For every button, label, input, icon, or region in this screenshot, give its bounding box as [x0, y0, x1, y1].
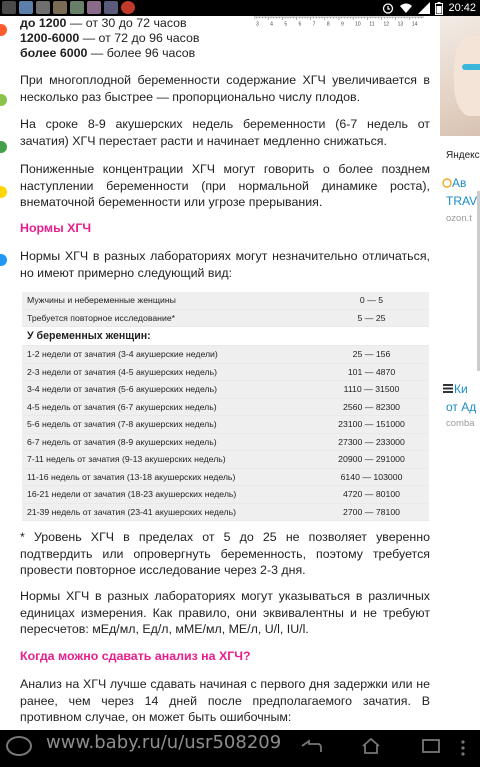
ruler-tick-label: 13 [397, 21, 404, 26]
left-share-strip [0, 16, 10, 730]
notification-icons [2, 1, 135, 14]
table-cell-label: 4-5 недель от зачатия (6-7 акушерских недель) [22, 398, 314, 416]
status-bar [0, 0, 480, 16]
share-dot-icon[interactable] [0, 94, 7, 106]
site-logo-icon [6, 736, 32, 756]
recent-apps-icon[interactable] [420, 738, 442, 754]
battery-icon [435, 2, 443, 15]
paragraph-low-levels: Пониженные концентрации ХГЧ могут говорить о более позднем наступлении беременности (при нормальной динамике роста), внематочной беременности или угрозе прерывания. [20, 162, 430, 209]
ruler-tick-label: 5 [284, 21, 288, 26]
table-cell-label: 11-16 недель от зачатия (13-18 акушерских недель) [22, 468, 314, 486]
right-ad-column [440, 16, 480, 730]
wifi-icon [399, 2, 413, 14]
table-row [22, 309, 429, 327]
ruler-tick-label: 7 [312, 21, 316, 26]
table-cell-label: 1-2 недели от зачатия (3-4 акушерские недели) [22, 346, 314, 364]
app-notification-icon [121, 1, 135, 14]
table-cell-value: 20900 — 291000 [314, 451, 429, 469]
share-dot-icon[interactable] [0, 254, 7, 266]
table-row [22, 503, 429, 521]
table-cell-value: 1110 — 31500 [314, 381, 429, 399]
table-cell-label: 6-7 недель от зачатия (8-9 акушерских недель) [22, 433, 314, 451]
ruler-tick-label: 10 [355, 21, 361, 26]
ruler-image [254, 16, 424, 26]
app-notification-icon [87, 1, 101, 14]
table-row [22, 363, 429, 381]
app-notification-icon [36, 1, 50, 14]
share-dot-icon[interactable] [0, 24, 7, 36]
table-cell-label: 2-3 недели от зачатия (4-5 акушерских недель) [22, 363, 314, 381]
paragraph-multiple-pregnancy: При многоплодной беременности содержание ХГЧ увеличивается в несколько раз быстрее — пропорционально числу плодов. [20, 73, 430, 104]
ruler-tick-label: 11 [369, 21, 375, 26]
table-cell-label: Мужчины и небеременные женщины [22, 292, 314, 309]
ruler-tick-label: 3 [256, 21, 259, 26]
menu-icon [443, 384, 453, 393]
table-cell-label: 3-4 недели от зачатия (5-6 акушерских недель) [22, 381, 314, 399]
cloud-icon [442, 178, 452, 188]
share-dot-icon[interactable] [0, 141, 7, 153]
clock: 20:42 [448, 2, 476, 14]
table-cell-value: 25 — 156 [314, 346, 429, 364]
table-row [22, 416, 429, 434]
ruler-tick-label: 8 [326, 21, 330, 26]
table-cell-value: 27300 — 233000 [314, 433, 429, 451]
web-page[interactable] [0, 16, 480, 730]
app-notification-icon [70, 1, 84, 14]
table-cell-value: 2700 — 78100 [314, 503, 429, 521]
table-row [22, 451, 429, 469]
table-cell-value: 2560 — 82300 [314, 398, 429, 416]
yandex-label: Яндекс [446, 150, 480, 161]
table-row [22, 292, 429, 309]
app-notification-icon [53, 1, 67, 14]
system-icons [382, 1, 476, 15]
table-cell-value: 101 — 4870 [314, 363, 429, 381]
section-heading-norms: Нормы ХГЧ [20, 221, 92, 235]
table-cell-label: 7-11 недель от зачатия (9-13 акушерских недель) [22, 451, 314, 469]
section-heading-when: Когда можно сдавать анализ на ХГЧ? [20, 649, 251, 663]
hcg-norms-table [22, 292, 429, 521]
ruler-tick-label: 14 [411, 21, 418, 26]
table-cell-value: 4720 — 80100 [314, 486, 429, 504]
app-notification-icon [2, 1, 16, 14]
ruler-tick-label: 12 [383, 21, 390, 26]
table-row [22, 398, 429, 416]
ad-image[interactable] [440, 16, 480, 136]
ad-subtitle-link[interactable]: TRAV [446, 194, 478, 208]
ruler-tick-label: 6 [298, 21, 302, 26]
ruler-tick-label: 4 [270, 21, 273, 26]
alarm-icon [382, 2, 394, 14]
list-item: более 6000 — более 96 часов [20, 46, 196, 60]
table-row [22, 486, 429, 504]
table-subheading: У беременных женщин: [22, 327, 429, 346]
message-icon [19, 1, 33, 14]
table-cell-label: 5-6 недель от зачатия (7-8 акушерских недель) [22, 416, 314, 434]
table-cell-value: 23100 — 151000 [314, 416, 429, 434]
paragraph-footnote: * Уровень ХГЧ в пределах от 5 до 25 не позволяет уверенно подтвердить или опровергнуть беременность, поэтому требуется провести повторное исследование через 2-3 дня. [20, 530, 430, 577]
paragraph-units: Нормы ХГЧ в разных лабораториях могут указываться в различных единицах измерения. Как правило, они эквивалентны и не требуют пересчетов: мЕд/мл, Ед/л, мМЕ/мл, МЕ/л, U/l, IU/l. [20, 589, 430, 636]
table-row [22, 381, 429, 399]
table-row [22, 433, 429, 451]
table-cell-label: Требуется повторное исследование* [22, 309, 314, 327]
ad-title-link[interactable]: Ки [454, 382, 468, 396]
paragraph-decline: На сроке 8-9 акушерских недель беременности (6-7 недель от зачатия) ХГЧ перестает расти и начинает медленно снижаться. [20, 117, 430, 148]
table-subheading-row [22, 327, 429, 346]
overflow-menu-icon[interactable] [460, 740, 466, 756]
table-cell-label: 21-39 недель от зачатия (23-41 акушерских недель) [22, 503, 314, 521]
table-row [22, 468, 429, 486]
navigation-bar [0, 730, 480, 767]
app-notification-icon [104, 1, 118, 14]
list-item: 1200-6000 — от 72 до 96 часов [20, 31, 200, 45]
ruler-tick-label: 9 [341, 21, 344, 26]
paragraph-when-to-test: Анализ на ХГЧ лучше сдавать начиная с первого дня задержки или не ранее, чем через 14 дней после предполагаемого зачатия. В противном случае, он может быть ошибочным: [20, 677, 430, 724]
table-row [22, 346, 429, 364]
ad-title-link[interactable]: Ав [452, 176, 467, 190]
table-cell-value: 0 — 5 [314, 292, 429, 309]
list-item: до 1200 — от 30 до 72 часов [20, 16, 187, 30]
ad-domain: ozon.t [446, 213, 472, 224]
back-icon[interactable] [300, 738, 322, 754]
hcg-doubling-list [20, 16, 260, 61]
table-cell-label: 16-21 недели от зачатия (18-23 акушерских недель) [22, 486, 314, 504]
ad-domain: comba [446, 418, 475, 429]
watermark-url: www.baby.ru/u/usr508209 [46, 732, 282, 753]
paragraph-norms-intro: Нормы ХГЧ в разных лабораториях могут незначительно отличаться, но имеют примерно следующий вид: [20, 249, 430, 280]
table-cell-value: 6140 — 103000 [314, 468, 429, 486]
home-icon[interactable] [360, 738, 382, 754]
signal-icon [418, 2, 430, 14]
share-dot-icon[interactable] [0, 186, 7, 198]
ad-subtitle-link[interactable]: от Ад [446, 400, 477, 414]
table-cell-value: 5 — 25 [314, 309, 429, 327]
